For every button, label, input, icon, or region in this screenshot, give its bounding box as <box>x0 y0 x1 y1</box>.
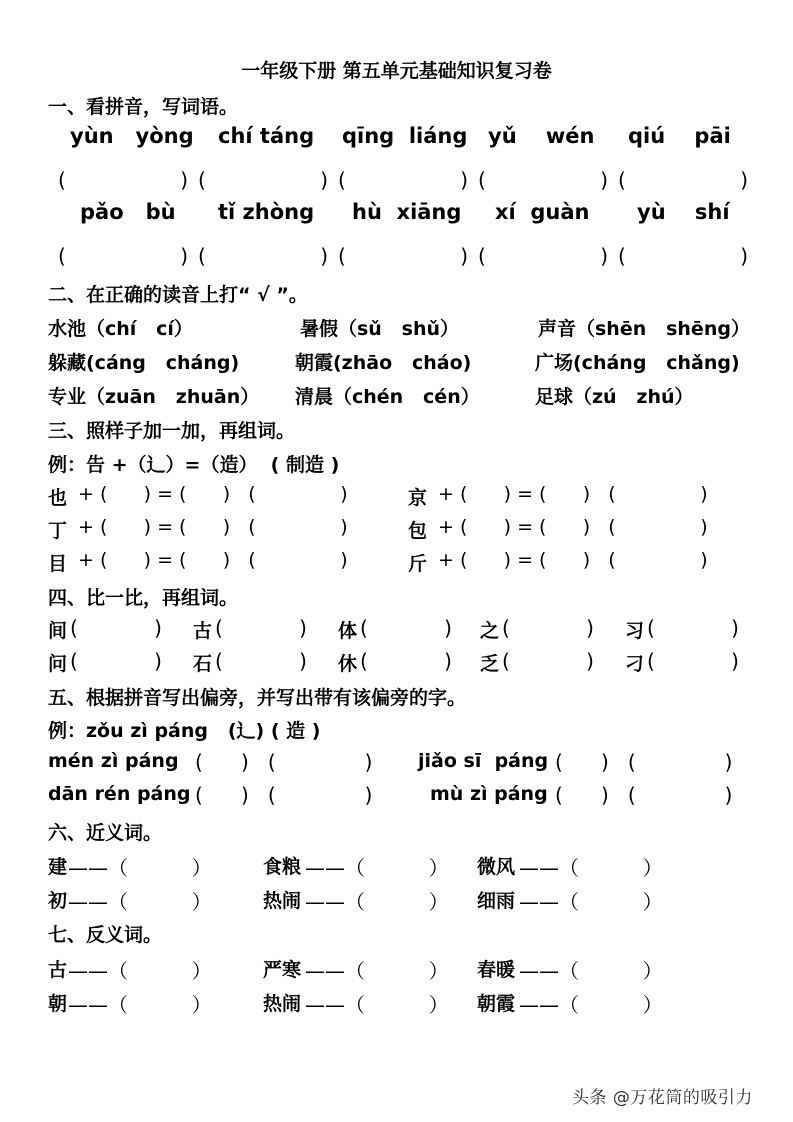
answer-blank[interactable]: ( ) <box>198 244 329 268</box>
antonym-blank[interactable]: ——（ ） <box>305 959 449 983</box>
compare-char: 休 <box>338 653 358 675</box>
add-formula-blank[interactable]: + ( ) = ( ) ( ) <box>72 516 348 538</box>
section-6-heading: 六、近义词。 <box>48 822 163 844</box>
answer-blank[interactable]: ( ) <box>58 244 189 268</box>
base-char: 斤 <box>408 553 428 575</box>
pinyin-item: yù shí <box>637 200 730 224</box>
antonym-word: 春暖 <box>477 959 516 981</box>
add-formula-blank[interactable]: + ( ) = ( ) ( ) <box>72 483 348 505</box>
base-char: 包 <box>408 520 428 542</box>
antonym-blank[interactable]: ——（ ） <box>519 993 663 1017</box>
watermark: 头条 @万花筒的吸引力 <box>572 1088 753 1108</box>
compare-char: 问 <box>48 653 68 675</box>
section-7-heading: 七、反义词。 <box>48 924 163 946</box>
answer-blank[interactable]: ( ) <box>478 168 609 192</box>
radical-pinyin: dān rén páng <box>48 783 191 805</box>
synonym-blank[interactable]: ——（ ） <box>68 856 212 880</box>
word-blank[interactable]: ( ) <box>360 649 452 673</box>
answer-blank[interactable]: ( ) <box>58 168 189 192</box>
reading-choice[interactable]: 声音（shēn shēng） <box>538 318 750 340</box>
answer-blank[interactable]: ( ) <box>338 168 469 192</box>
compare-char: 之 <box>480 620 500 642</box>
antonym-word: 严寒 <box>263 959 302 981</box>
antonym-blank[interactable]: ——（ ） <box>519 959 663 983</box>
compare-char: 乏 <box>480 653 500 675</box>
synonym-blank[interactable]: ——（ ） <box>305 890 449 914</box>
compare-char: 习 <box>625 620 645 642</box>
add-formula-blank[interactable]: + ( ) = ( ) ( ) <box>432 549 708 571</box>
reading-choice[interactable]: 专业（zuān zhuān） <box>48 386 260 408</box>
synonym-word: 食粮 <box>263 856 302 878</box>
page-title: 一年级下册 第五单元基础知识复习卷 <box>241 60 552 82</box>
synonym-blank[interactable]: ——（ ） <box>305 856 449 880</box>
pinyin-item: yǔ wén <box>488 124 595 148</box>
word-blank[interactable]: ( ) <box>70 616 162 640</box>
radical-blank[interactable]: ( ) ( ) <box>195 783 373 807</box>
word-blank[interactable]: ( ) <box>502 616 594 640</box>
compare-char: 体 <box>338 620 358 642</box>
compare-char: 间 <box>48 620 68 642</box>
base-char: 也 <box>48 487 68 509</box>
pinyin-item: xí guàn <box>495 200 590 224</box>
pinyin-item: hù xiāng <box>352 200 462 224</box>
section-5-heading: 五、根据拼音写出偏旁，并写出带有该偏旁的字。 <box>48 687 467 709</box>
section-3-heading: 三、照样子加一加，再组词。 <box>48 420 296 442</box>
radical-blank[interactable]: ( ) ( ) <box>555 750 733 774</box>
radical-pinyin: jiǎo sī páng <box>418 750 549 772</box>
pinyin-item: qiú pāi <box>628 124 731 148</box>
synonym-word: 建 <box>48 856 68 878</box>
reading-choice[interactable]: 暑假（sǔ shǔ） <box>300 318 460 340</box>
reading-choice[interactable]: 广场(cháng chǎng) <box>535 352 740 374</box>
add-formula-blank[interactable]: + ( ) = ( ) ( ) <box>72 549 348 571</box>
radical-blank[interactable]: ( ) ( ) <box>195 750 373 774</box>
answer-blank[interactable]: ( ) <box>198 168 329 192</box>
word-blank[interactable]: ( ) <box>215 649 307 673</box>
antonym-word: 古 <box>48 959 68 981</box>
synonym-blank[interactable]: ——（ ） <box>519 890 663 914</box>
section-2-heading: 二、在正确的读音上打“ √ ”。 <box>48 284 308 306</box>
pinyin-item: chí táng <box>218 124 315 148</box>
pinyin-item: pǎo bù <box>80 200 176 224</box>
answer-blank[interactable]: ( ) <box>478 244 609 268</box>
compare-char: 刁 <box>625 653 645 675</box>
pinyin-item: yùn yòng <box>70 124 194 148</box>
reading-choice[interactable]: 足球（zú zhú） <box>535 386 694 408</box>
antonym-word: 热闹 <box>263 993 302 1015</box>
section-4-heading: 四、比一比，再组词。 <box>48 587 239 609</box>
word-blank[interactable]: ( ) <box>647 616 739 640</box>
synonym-word: 热闹 <box>263 890 302 912</box>
section-5-example: 例：zǒu zì páng (辶) ( 造 ) <box>48 720 321 742</box>
synonym-word: 细雨 <box>477 890 516 912</box>
add-formula-blank[interactable]: + ( ) = ( ) ( ) <box>432 516 708 538</box>
radical-pinyin: mù zì páng <box>430 783 548 805</box>
reading-choice[interactable]: 朝霞(zhāo cháo) <box>295 352 472 374</box>
pinyin-item: tǐ zhòng <box>218 200 315 224</box>
radical-blank[interactable]: ( ) ( ) <box>555 783 733 807</box>
compare-char: 古 <box>193 620 213 642</box>
compare-char: 石 <box>193 653 213 675</box>
synonym-blank[interactable]: ——（ ） <box>519 856 663 880</box>
antonym-blank[interactable]: ——（ ） <box>68 959 212 983</box>
antonym-blank[interactable]: ——（ ） <box>68 993 212 1017</box>
synonym-blank[interactable]: ——（ ） <box>68 890 212 914</box>
base-char: 京 <box>408 487 428 509</box>
answer-blank[interactable]: ( ) <box>618 244 749 268</box>
answer-blank[interactable]: ( ) <box>338 244 469 268</box>
radical-pinyin: mén zì páng <box>48 750 179 772</box>
reading-choice[interactable]: 躲藏(cáng cháng) <box>48 352 240 374</box>
word-blank[interactable]: ( ) <box>360 616 452 640</box>
base-char: 目 <box>48 553 68 575</box>
word-blank[interactable]: ( ) <box>70 649 162 673</box>
add-formula-blank[interactable]: + ( ) = ( ) ( ) <box>432 483 708 505</box>
word-blank[interactable]: ( ) <box>647 649 739 673</box>
antonym-word: 朝霞 <box>477 993 516 1015</box>
reading-choice[interactable]: 水池（chí cí） <box>48 318 193 340</box>
word-blank[interactable]: ( ) <box>502 649 594 673</box>
answer-blank[interactable]: ( ) <box>618 168 749 192</box>
antonym-word: 朝 <box>48 993 68 1015</box>
section-1-heading: 一、看拼音，写词语。 <box>48 96 239 118</box>
antonym-blank[interactable]: ——（ ） <box>305 993 449 1017</box>
section-3-example: 例：告 +（辶）=（造） ( 制造 ) <box>48 454 340 476</box>
reading-choice[interactable]: 清晨（chén cén） <box>295 386 480 408</box>
base-char: 丁 <box>48 520 68 542</box>
pinyin-item: qīng liáng <box>342 124 468 148</box>
synonym-word: 微风 <box>477 856 516 878</box>
word-blank[interactable]: ( ) <box>215 616 307 640</box>
synonym-word: 初 <box>48 890 68 912</box>
